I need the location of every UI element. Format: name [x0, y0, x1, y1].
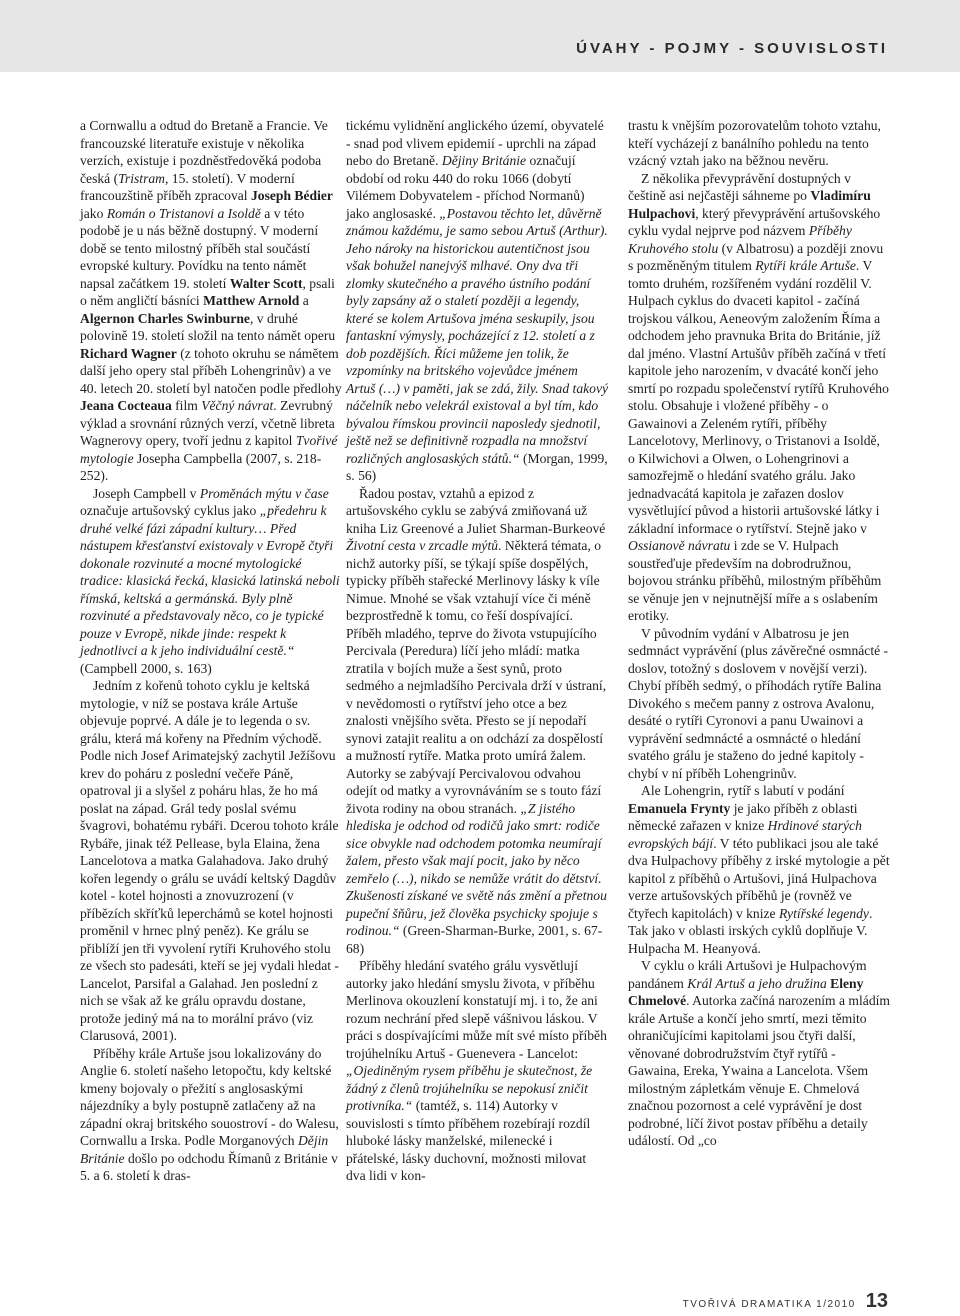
text-run: (Campbell 2000, s. 163)	[80, 660, 212, 676]
text-run: trastu k vnějším pozorovatelům tohoto vztahu, kteří vycházejí z banálního pohledu na tento vzácný vztah jako na běžnou nevěru.	[628, 118, 881, 168]
bold-text: Richard Wagner	[80, 345, 177, 361]
text-run: film	[171, 398, 202, 413]
italic-text: Věčný návrat	[201, 398, 274, 413]
text-run: . Autorka začíná narozením a mládím krále Artuše a končí jeho smrtí, mezi těmito ohraničujícími kapitolami jsou čtyři další, věnované dobrodružstvím čtyř rytířů - Gawaina, Ereka, Ywaina a Lancelota. Všem milostným zápletkám věnuje E. Chmelová značnou pozornost a celé vyprávění je dost podrobné, líčí život postav příběhu a detaily událostí. Od „co	[628, 993, 890, 1148]
paragraph	[628, 117, 890, 170]
paragraph	[80, 485, 342, 678]
italic-text: „Ojediněným rysem příběhu je skutečnost, že žádný z členů trojúhelníku se nepokusí zničit protivníka.“	[346, 1063, 593, 1113]
bold-text: Joseph Bédier	[250, 188, 333, 203]
bold-text: Walter Scott	[229, 275, 303, 291]
text-run: (v Albatrosu) a později znovu s pozměněným titulem	[628, 240, 884, 273]
bold-text: Emanuela Frynty	[628, 800, 731, 816]
paragraph	[346, 485, 608, 958]
text-run: jako	[80, 205, 107, 221]
bold-text: Jeana Cocteaua	[80, 398, 172, 413]
text-run: a v této podobě je u nás běžně dostupný. V moderní době se tento milostný příběh stal součástí evropské kultury. Povídku na tento námět napsal začátkem 19. století	[80, 205, 319, 291]
text-run: , 15. století). V moderní francouzštině příběh zpracoval	[80, 170, 295, 203]
paragraph	[346, 957, 608, 1185]
italic-text: Proměnách mýtu v čase	[199, 485, 329, 501]
magazine-name: TVOŘIVÁ DRAMATIKA 1/2010	[682, 1299, 856, 1310]
paragraph	[628, 170, 890, 625]
italic-text: „Z jistého hlediska je odchod od rodičů jako smrt: rodiče sice obvykle nad odchodem potomka neumírají žalem, přesto však mají pocit, jako by něco zemřelo (…), nikdo se nemůže vrátit do dětství. Zkušenosti získané ve světě nás změní a přetnou pupeční šňůru, jež člověka psychicky spojuje s rodinou.“	[346, 800, 607, 938]
header-band	[0, 0, 960, 72]
italic-text: Dějiny Británie	[441, 153, 527, 168]
italic-text: Hrdinové starých evropských bájí	[628, 818, 862, 851]
text-run: Ale Lohengrin, rytíř s labutí v podání	[641, 783, 845, 798]
page-footer	[683, 1290, 888, 1313]
text-run: došlo po odchodu Římanů z Británie v 5. a 6. století k dras-	[80, 1150, 338, 1183]
paragraph	[80, 1045, 342, 1185]
italic-text: „předehru k druhé velké fázi západní kultury… Před nástupem křesťanství existovaly v Evropě čtyři dokonale rozvinuté a mocné mytologické tradice: klasická řecká, klasická latinská neboli římská, keltská a germánská. Byly plně rozvinuté a představovaly něco, co je typické pouze v Evropě, nikde jinde: respekt k jednotlivci a k jeho individuální cestě.“	[80, 503, 340, 658]
text-run: (tamtéž, s. 114) Autorky v souvislosti s tímto příběhem rozebírají rozdíl hluboké lásky manželské, milenecké i přátelské, lásky duchovní, možnosti milovat dva lidi v kon-	[346, 1098, 591, 1183]
text-run: tickému vylidnění anglického území, obyvatelé - snad pod vlivem epidemií - uprchli na západ nebo do Bretaně.	[346, 118, 604, 168]
text-run: V původním vydání v Albatrosu je jen sedmnáct vyprávění (plus závěrečné osmnácté - doslov, totožný s doslovem v novější verzi). Chybí příběh sedmý, o příhodách rytíře Balina Divokého s mečem panny z ostrova Avalonu, desáté o rytíři Cyronovi a panu Uwainovi a vyprávění sedmnácté a osmnácté o hledání svatého grálu je staženo do jedné kapitoly - chybí v ní příběh Lohengrinův.	[628, 625, 889, 781]
text-run: , který převyprávění artušovského cyklu vydal nejprve pod názvem	[628, 205, 881, 238]
text-column-1	[80, 117, 342, 1185]
text-run: Příběhy hledání svatého grálu vysvětlují autorky jako hledání smyslu života, v příběhu Merlinova okouzlení konstatují mj. i to, že ani rozum nechrání před slepě vášnivou láskou. V práci s dospívajícími může mít své místo příběh trojúhelníku Artuš - Guenevera - Lancelot:	[346, 958, 607, 1061]
italic-text: Rytířské legendy	[778, 905, 869, 921]
italic-text: Ossianově návratu	[628, 538, 731, 553]
text-run: označují období od roku 440 do roku 1066 (dobytí Vilémem Dobyvatelem - příchod Normanů) jako anglosaské.	[346, 153, 585, 221]
italic-text: Tristram	[118, 170, 165, 186]
paragraph	[80, 677, 342, 1045]
section-title: ÚVAHY - POJMY - SOUVISLOSTI	[576, 40, 888, 57]
italic-text: Životní cesta v zrcadle mýtů	[346, 538, 499, 553]
text-run: . Tak jako v oblasti irských cyklů doplňuje V. Hulpacha M. Heanyová.	[628, 905, 873, 956]
text-run: a Cornwallu a odtud do Bretaně a Francie. Ve francouzské literatuře existuje v několika verzích, existuje i pozdněstředověká podoba česká (	[80, 118, 328, 186]
text-run: (Morgan, 1999, s. 56)	[346, 450, 608, 483]
text-run: Řadou postav, vztahů a epizod z artušovského cyklu se zabývá zmiňovaná už kniha Liz Greenové a Juliet Sharman-Burkeové	[346, 485, 606, 536]
text-column-2	[346, 117, 608, 1185]
italic-text: Příběhy Kruhového stolu	[628, 223, 852, 256]
text-run: , v druhé polovině 19. století složil na tento námět operu	[80, 310, 336, 343]
italic-text: Román o Tristanovi a Isoldě	[106, 205, 261, 221]
paragraph	[628, 782, 890, 957]
paragraph	[628, 957, 890, 1150]
text-run: Joseph Campbell v	[93, 485, 200, 501]
text-run: Z několika převyprávění dostupných v češtině asi nejčastěji sáhneme po	[628, 170, 851, 203]
text-column-3	[628, 117, 890, 1150]
text-run: . V tomto druhém, rozšířeném vydání rozdělil V. Hulpach cyklus do dvaceti kapitol - začíná trojskou válkou, Aeneovým založením Říma a odchodem jeho pravnuka Brita do Británie, jíž dal jméno. Vlastní Artušův příběh začíná v třetí kapitole jeho narozením, v dvacáté končí jeho smrtí po rozpadu společenství rytířů Kruhového stolu. Obsahuje i vložené příběhy - o Gawainovi a Zeleném rytíři, příběhy Lancelotovy, Merlinovy, o Tristanovi a Isoldě, o Kilwichovi a Olwen, o Lohengrinovi a samozřejmě o hledání svatého grálu. Jako jednadvacátá kapitola je zařazen doslov vysvětlující původ a historii artušovské látky i základní informace o rytířství. Stejně jako v	[628, 258, 889, 536]
bold-text: Algernon Charles Swinburne	[80, 310, 250, 326]
text-run: i zde se V. Hulpach soustřeďuje především na dobrodružnou, bojovou stránku příběhů, milostným příběhům se věnuje jen v nejnutnější míře a s oslabením erotiky.	[628, 538, 882, 623]
text-run: Příběhy krále Artuše jsou lokalizovány do Anglie 6. století našeho letopočtu, kdy keltské kmeny bojovaly o přežití s anglosaskými nájezdníky a byly postupně zatlačeny až na západní okraj britského souostroví - do Walesu, Cornwallu a Irska. Podle Morganových	[80, 1045, 339, 1148]
paragraph	[80, 117, 342, 485]
page-number: 13	[865, 1290, 888, 1312]
text-run: je jako příběh z oblasti německé zařazen v knize	[628, 800, 858, 833]
bold-text: Vladimíru Hulpachovi	[628, 188, 871, 221]
italic-text: „Postavou těchto let, důvěrně známou každému, je samo sebou Artuš (Arthur). Jeho nároky na historickou autentičnost jsou však bohužel nanejvýš mlhavé. Ony dva tři zlomky skutečného a pravého ústního podání byly zapsány až o staletí později a legendy, které se kolem Artušova jména seskupily, jsou fantaskní výmysly, pocházející z 12. století a z dob pozdějších. Říci můžeme jen tolik, že vzpomínky na britského vojevůdce jménem Artuš (…) v paměti, jak se zdá, žily. Snad takový náčelník nebo velekrál existoval a byl tím, kdo bývalou římskou provincii naposledy sjednotil, ještě než se definitivně rozpadla na množství rozličných anglosaských států.“	[346, 205, 609, 466]
text-run: a	[299, 293, 309, 308]
italic-text: Tvořivé mytologie	[80, 433, 338, 466]
paragraph	[628, 625, 890, 783]
paragraph	[346, 117, 608, 485]
text-run: . Zevrubný výklad a srovnání různých verzí, včetně libreta Wagnerovy opery, tvoří jednu z kapitol	[80, 398, 335, 448]
bold-text: Eleny Chmelové	[628, 975, 864, 1008]
italic-text: Dějin Británie	[80, 1133, 329, 1166]
text-run: , psali o něm angličtí básníci	[80, 275, 335, 308]
text-run: V cyklu o králi Artušovi je Hulpachovým pandánem	[628, 958, 867, 991]
text-run: označuje artušovský cyklus jako	[80, 503, 260, 518]
text-run: Josepha Campbella (2007, s. 218-252).	[80, 450, 322, 483]
text-run: (Green-Sharman-Burke, 2001, s. 67-68)	[346, 923, 603, 956]
text-run: Jedním z kořenů tohoto cyklu je keltská mytologie, v níž se postava krále Artuše objevuje poprvé. A dále je to legenda o sv. grálu, která má kořeny na Předním východě. Podle nich Josef Arimatejský zachytil Ježíšovu krev do poháru z poslední večeře Páně, opatroval ji a slyšel z poháru hlas, že ho má poslat na západ. Grál tedy poslal svému švagrovi, bohatému rybáři. Dcerou tohoto krále Rybáře, jinak též Pellease, byla Elaina, žena Lancelotova a matka Galahadova. Jako druhý kořen legendy o grálu se uvádí keltský Dagdův kotel - kotel hojnosti a znovuzrození (v příbězích skříťků leperchámů se kotel hojnosti proměnil v hrnec plný peněz). Ke grálu se přiblíží jen tři vyvolení rytíři Kruhového stolu ze všech sto padesáti, kteří se jej vydali hledat - Lancelot, Parsifal a Galahad. Jen poslední z nich se však až ke grálu opravdu dostane, protože jediný má na to morální právo (viz Clarusová, 2001).	[80, 678, 339, 1043]
italic-text: Rytíři krále Artuše	[755, 258, 856, 273]
italic-text: Král Artuš a jeho družina	[687, 975, 827, 991]
bold-text: Matthew Arnold	[203, 293, 300, 308]
text-run: (z tohoto okruhu se námětem další jeho opery stal příběh Lohengrinův) a ve 40. letech 20. století byl natočen podle předlohy	[80, 345, 342, 396]
text-run: . Některá témata, o nichž autorky píší, se týkají spíše dospělých, typicky příběh stařecké Merlinovy lásky k víle Nimue. Mnohé se však vztahují více či méně bezprostředně k tomu, co řeší dospívající. Příběh mladého, teprve do života vstupujícího Percivala (Peredura) líčí jeho mládí: matka ztratila v bojích muže a šest synů, proto sedmého a nejmladšího Percivala drží v ústraní, v nevědomosti o rytířství jeho otce a bez znalosti vnějšího světa. Přesto se jí nepodaří synovi zatajit realitu a on odchází za dospělostí a mužností rytíře. Matka proto umírá žalem. Autorky se zabývají Percivalovou odvahou odejít od matky a vyrovnáváním se s touto fází života rodiny na obou stranách.	[346, 538, 607, 816]
text-run: . V této publikaci jsou ale také dva Hulpachovy příběhy z irské mytologie a pět kapitol z příběhů o Artušovi, jiná Hulpachova verze artušovských příběhů je (rovněž ve čtyřech kapitolách) v knize	[628, 835, 890, 921]
